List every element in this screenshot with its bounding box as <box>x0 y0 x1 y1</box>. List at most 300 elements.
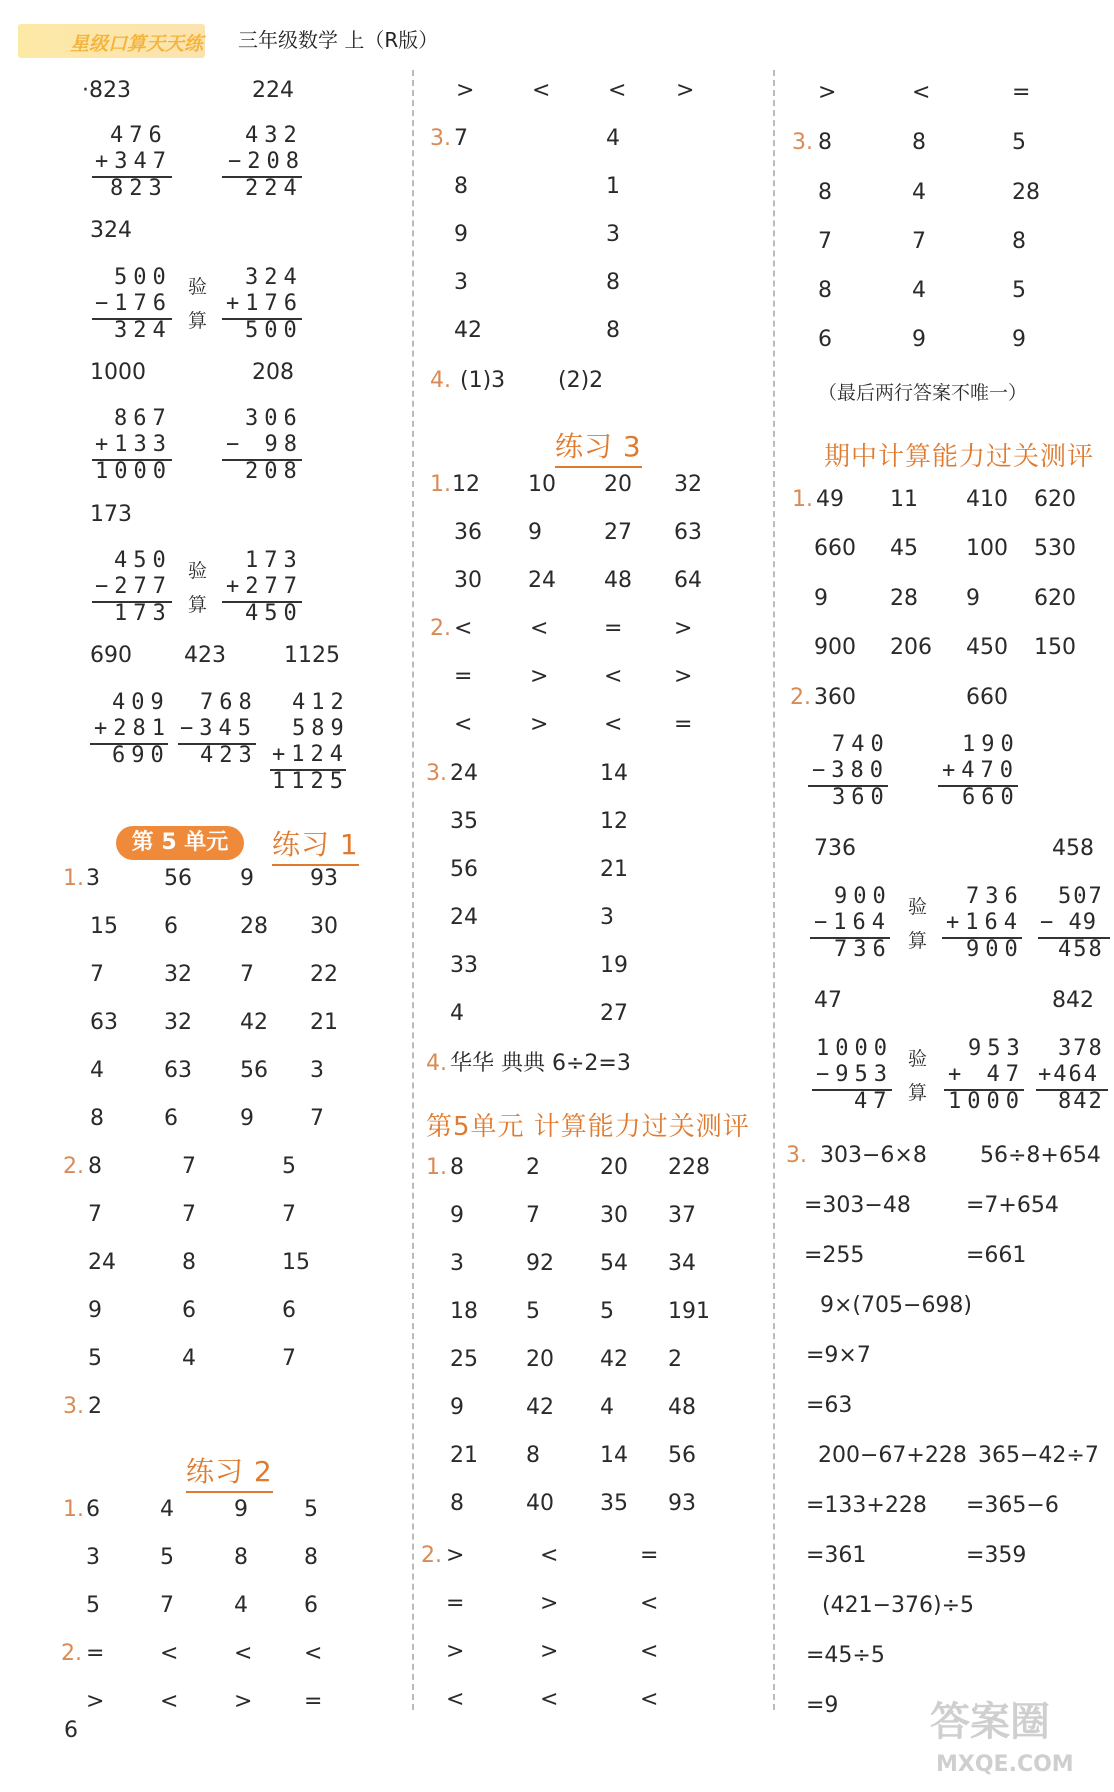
grid-cell: 28 <box>240 914 268 939</box>
calc-step: =9×7 <box>806 1343 871 1368</box>
grid-cell: 450 <box>966 635 1008 660</box>
answer-text: 842 <box>1052 988 1094 1013</box>
grid-cell: 25 <box>450 1347 478 1372</box>
calc-line: +176 <box>226 291 303 316</box>
grid-cell: 8 <box>818 130 832 155</box>
grid-cell: 900 <box>814 635 856 660</box>
grid-cell: < <box>604 664 623 689</box>
grid-cell: 56 <box>450 857 478 882</box>
grid-cell: 9 <box>528 520 542 545</box>
grid-cell: 28 <box>1012 180 1040 205</box>
grid-cell: 9 <box>966 586 980 611</box>
calc-step: =9 <box>806 1693 839 1718</box>
calc-line: 953 <box>968 1036 1026 1061</box>
grid-cell: > <box>446 1639 465 1664</box>
grid-cell: 20 <box>604 472 632 497</box>
answer-text: 224 <box>252 78 294 103</box>
grid-cell: 10 <box>528 472 556 497</box>
grid-cell: 3 <box>450 1251 464 1276</box>
grid-cell: 8 <box>818 278 832 303</box>
grid-cell: 2 <box>526 1155 540 1180</box>
grid-cell: 9 <box>234 1497 248 1522</box>
section-title: 练习 2 <box>186 1450 273 1493</box>
grid-cell: 5 <box>282 1154 296 1179</box>
calc-line: +464 <box>1038 1062 1099 1087</box>
calc-line: + 47 <box>948 1062 1025 1087</box>
grid-cell: 24 <box>450 761 478 786</box>
question-number: 1. <box>63 866 84 891</box>
grid-cell: 1 <box>606 174 620 199</box>
check-label: 验 <box>188 276 208 298</box>
calc-line: −345 <box>180 716 257 741</box>
grid-cell: 3 <box>606 222 620 247</box>
calc-line: −164 <box>814 910 891 935</box>
grid-cell: > <box>540 1639 559 1664</box>
grid-cell: < <box>540 1687 559 1712</box>
grid-cell: < <box>234 1641 253 1666</box>
question-number: 2. <box>790 685 811 710</box>
grid-cell: 620 <box>1034 487 1076 512</box>
grid-cell: = <box>304 1689 323 1714</box>
grid-cell: 9 <box>814 586 828 611</box>
grid-cell: < <box>160 1689 179 1714</box>
grid-cell: 30 <box>454 568 482 593</box>
grid-cell: 8 <box>606 270 620 295</box>
grid-cell: 42 <box>600 1347 628 1372</box>
grid-cell: 7 <box>182 1202 196 1227</box>
grid-cell: 4 <box>450 1001 464 1026</box>
grid-cell: < <box>608 78 627 103</box>
check-label: 验 <box>908 1048 928 1070</box>
grid-cell: 5 <box>86 1593 100 1618</box>
grid-cell: > <box>674 616 693 641</box>
grid-cell: 5 <box>160 1545 174 1570</box>
question-number: 3. <box>786 1143 807 1168</box>
calc-line: 1125 <box>272 769 349 794</box>
grid-cell: = <box>674 712 693 737</box>
answer-text: 660 <box>966 685 1008 710</box>
page-number: 6 <box>64 1718 78 1743</box>
grid-cell: 14 <box>600 761 628 786</box>
grid-cell: 6 <box>86 1497 100 1522</box>
grid-cell: = <box>640 1543 659 1568</box>
grid-cell: = <box>604 616 623 641</box>
grid-cell: < <box>304 1641 323 1666</box>
grid-cell: < <box>454 616 473 641</box>
grid-cell: 8 <box>90 1106 104 1131</box>
calc-line: 324 <box>245 265 303 290</box>
grid-cell: 228 <box>668 1155 710 1180</box>
calc-line: 450 <box>114 548 172 573</box>
grid-cell: < <box>532 78 551 103</box>
calc-step: (421−376)÷5 <box>822 1593 975 1618</box>
question-number: 2. <box>421 1543 442 1568</box>
grid-cell: 24 <box>450 905 478 930</box>
grid-cell: 32 <box>164 1010 192 1035</box>
grid-cell: 3 <box>454 270 468 295</box>
calc-line: 173 <box>245 548 303 573</box>
grid-cell: 49 <box>816 487 844 512</box>
grid-cell: 28 <box>890 586 918 611</box>
brand-banner <box>18 24 205 58</box>
brand-title: 星级口算天天练 <box>70 33 204 55</box>
grid-cell: > <box>234 1689 253 1714</box>
grid-cell: 19 <box>600 953 628 978</box>
calc-line: − 49 <box>1040 910 1097 935</box>
grid-cell: = <box>1012 80 1031 105</box>
calc-line: +277 <box>226 574 303 599</box>
calc-line: 589 <box>292 716 350 741</box>
grid-cell: 6 <box>164 1106 178 1131</box>
grid-cell: 8 <box>818 180 832 205</box>
grid-cell: 7 <box>182 1154 196 1179</box>
answer-text: 208 <box>252 360 294 385</box>
calc-line: 360 <box>832 785 890 810</box>
answer-text: (1)3 <box>460 368 506 393</box>
grid-cell: < <box>640 1639 659 1664</box>
calc-step: 9×(705−698) <box>820 1293 973 1318</box>
calc-step: =133+228 <box>806 1493 927 1518</box>
calc-line: 423 <box>200 743 258 768</box>
grid-cell: 410 <box>966 487 1008 512</box>
grid-cell: 63 <box>164 1058 192 1083</box>
grid-cell: 48 <box>668 1395 696 1420</box>
calc-line: −380 <box>812 758 889 783</box>
answer-text: 华华 典典 6÷2=3 <box>450 1051 631 1076</box>
question-number: 1. <box>792 487 813 512</box>
calc-line: −277 <box>95 574 172 599</box>
grid-cell: < <box>640 1591 659 1616</box>
grid-cell: 36 <box>454 520 482 545</box>
grid-cell: 6 <box>182 1298 196 1323</box>
grid-cell: > <box>674 664 693 689</box>
grid-cell: 9 <box>450 1395 464 1420</box>
grid-cell: 37 <box>668 1203 696 1228</box>
calc-step: =361 <box>806 1543 867 1568</box>
calc-step: =359 <box>966 1543 1027 1568</box>
grid-cell: 8 <box>1012 229 1026 254</box>
grid-cell: 9 <box>912 327 926 352</box>
grid-cell: 21 <box>310 1010 338 1035</box>
calc-line: 409 <box>112 690 170 715</box>
grid-cell: > <box>446 1543 465 1568</box>
calc-line: 190 <box>962 732 1020 757</box>
check-label: 算 <box>908 930 928 952</box>
grid-cell: 5 <box>526 1299 540 1324</box>
check-label: 算 <box>188 310 208 332</box>
answer-text: 47 <box>814 988 842 1013</box>
grid-cell: 93 <box>668 1491 696 1516</box>
grid-cell: 8 <box>606 318 620 343</box>
grid-cell: 8 <box>182 1250 196 1275</box>
grid-cell: 7 <box>454 126 468 151</box>
calc-line: 378 <box>1058 1036 1104 1061</box>
grid-cell: < <box>640 1687 659 1712</box>
grid-cell: 4 <box>182 1346 196 1371</box>
grid-cell: < <box>604 712 623 737</box>
grid-cell: 7 <box>310 1106 324 1131</box>
answer-text: 458 <box>1052 836 1094 861</box>
grid-cell: = <box>446 1591 465 1616</box>
grid-cell: 8 <box>912 130 926 155</box>
answer-text: 690 <box>90 643 132 668</box>
calc-line: 458 <box>1058 937 1104 962</box>
section-title: 练习 3 <box>555 425 642 468</box>
calc-line: 450 <box>245 601 303 626</box>
grid-cell: 92 <box>526 1251 554 1276</box>
grid-cell: > <box>86 1689 105 1714</box>
grid-cell: 5 <box>600 1299 614 1324</box>
grid-cell: 45 <box>890 536 918 561</box>
grid-cell: 32 <box>164 962 192 987</box>
grid-cell: 4 <box>90 1058 104 1083</box>
grid-cell: 7 <box>526 1203 540 1228</box>
grid-cell: < <box>446 1687 465 1712</box>
grid-cell: 7 <box>282 1346 296 1371</box>
grid-cell: 4 <box>912 278 926 303</box>
calc-line: 412 <box>292 690 350 715</box>
check-label: 验 <box>188 560 208 582</box>
grid-cell: < <box>160 1641 179 1666</box>
watermark-logo: 答案圈 <box>930 1699 1050 1745</box>
calc-line: −176 <box>95 291 172 316</box>
calc-line: 476 <box>110 123 168 148</box>
question-number: 3. <box>63 1394 84 1419</box>
column-divider <box>773 70 775 1710</box>
grid-cell: > <box>540 1591 559 1616</box>
grid-cell: 8 <box>526 1443 540 1468</box>
calc-line: 900 <box>834 884 892 909</box>
grid-cell: 3 <box>310 1058 324 1083</box>
calc-line: +281 <box>94 716 171 741</box>
grid-cell: 27 <box>604 520 632 545</box>
check-label: 算 <box>188 594 208 616</box>
grid-cell: 5 <box>1012 130 1026 155</box>
calc-line: 47 <box>854 1089 893 1114</box>
calc-line: 306 <box>245 406 303 431</box>
question-number: 4. <box>426 1051 447 1076</box>
grid-cell: < <box>530 616 549 641</box>
grid-cell: 5 <box>1012 278 1026 303</box>
grid-cell: 15 <box>90 914 118 939</box>
grid-cell: 40 <box>526 1491 554 1516</box>
grid-cell: 8 <box>454 174 468 199</box>
question-number: 1. <box>63 1497 84 1522</box>
column-divider <box>412 70 414 1710</box>
grid-cell: 42 <box>240 1010 268 1035</box>
grid-cell: 5 <box>304 1497 318 1522</box>
calc-step: =661 <box>966 1243 1027 1268</box>
grid-cell: 93 <box>310 866 338 891</box>
question-number: 3. <box>792 130 813 155</box>
calc-step: 56÷8+654 <box>980 1143 1101 1168</box>
grid-cell: 7 <box>240 962 254 987</box>
grid-cell: 56 <box>668 1443 696 1468</box>
grid-cell: 8 <box>88 1154 102 1179</box>
calc-step: =365−6 <box>966 1493 1059 1518</box>
grid-cell: 3 <box>600 905 614 930</box>
grid-cell: 620 <box>1034 586 1076 611</box>
grid-cell: 7 <box>912 229 926 254</box>
answer-text: 1000 <box>90 360 146 385</box>
grid-cell: 7 <box>282 1202 296 1227</box>
unit-badge: 第 5 单元 <box>116 826 244 860</box>
question-number: 1. <box>426 1155 447 1180</box>
calc-line: +347 <box>95 149 172 174</box>
grid-cell: 63 <box>90 1010 118 1035</box>
calc-line: −953 <box>816 1062 893 1087</box>
calc-line: 736 <box>834 937 892 962</box>
grid-cell: 27 <box>600 1001 628 1026</box>
calc-line: 1000 <box>948 1089 1025 1114</box>
section-title: 练习 1 <box>272 823 359 866</box>
grid-cell: 20 <box>600 1155 628 1180</box>
grid-cell: 6 <box>304 1593 318 1618</box>
grid-cell: 7 <box>90 962 104 987</box>
answer-text: 1125 <box>284 643 340 668</box>
grid-cell: 7 <box>88 1202 102 1227</box>
calc-line: 432 <box>245 123 303 148</box>
grid-cell: 6 <box>282 1298 296 1323</box>
footnote-text: （最后两行答案不唯一） <box>818 382 1028 404</box>
grid-cell: 35 <box>600 1491 628 1516</box>
grid-cell: 15 <box>282 1250 310 1275</box>
grid-cell: 8 <box>450 1155 464 1180</box>
calc-line: 900 <box>966 937 1024 962</box>
calc-line: 208 <box>245 459 303 484</box>
calc-line: −208 <box>228 149 305 174</box>
calc-step: 303−6×8 <box>820 1143 927 1168</box>
calc-line: 1000 <box>816 1036 893 1061</box>
calc-step: 365−42÷7 <box>978 1443 1099 1468</box>
calc-line: 173 <box>114 601 172 626</box>
grid-cell: 63 <box>674 520 702 545</box>
calc-line: 842 <box>1058 1089 1104 1114</box>
grid-cell: > <box>456 78 475 103</box>
grid-cell: 9 <box>454 222 468 247</box>
grid-cell: 530 <box>1034 536 1076 561</box>
calc-line: 324 <box>114 318 172 343</box>
grid-cell: 18 <box>450 1299 478 1324</box>
calc-line: 690 <box>112 743 170 768</box>
grid-cell: 56 <box>164 866 192 891</box>
grid-cell: 660 <box>814 536 856 561</box>
grid-cell: 4 <box>160 1497 174 1522</box>
grid-cell: 35 <box>450 809 478 834</box>
grid-cell: 12 <box>452 472 480 497</box>
answer-text: 423 <box>184 643 226 668</box>
question-number: 2. <box>63 1154 84 1179</box>
grid-cell: > <box>818 80 837 105</box>
calc-line: 1000 <box>95 459 172 484</box>
answer-text: ·823 <box>82 78 131 103</box>
grid-cell: 33 <box>450 953 478 978</box>
grid-cell: 30 <box>310 914 338 939</box>
question-number: 3. <box>430 126 451 151</box>
grid-cell: 9 <box>240 1106 254 1131</box>
calc-line: +133 <box>95 432 172 457</box>
grid-cell: 4 <box>606 126 620 151</box>
grid-cell: 9 <box>450 1203 464 1228</box>
grid-cell: 150 <box>1034 635 1076 660</box>
grid-cell: 42 <box>526 1395 554 1420</box>
grid-cell: 6 <box>818 327 832 352</box>
question-number: 2. <box>61 1641 82 1666</box>
grid-cell: 5 <box>88 1346 102 1371</box>
calc-line: 823 <box>110 176 168 201</box>
calc-line: +124 <box>272 742 349 767</box>
grid-cell: 191 <box>668 1299 710 1324</box>
calc-line: 507 <box>1058 884 1104 909</box>
book-title: 三年级数学 上（R版） <box>238 28 439 52</box>
section-title: 第5单元 计算能力过关测评 <box>426 1112 750 1142</box>
calc-line: +470 <box>942 758 1019 783</box>
check-label: 验 <box>908 896 928 918</box>
grid-cell: 9 <box>240 866 254 891</box>
grid-cell: 32 <box>674 472 702 497</box>
grid-cell: 8 <box>450 1491 464 1516</box>
calc-step: 200−67+228 <box>818 1443 967 1468</box>
grid-cell: 24 <box>88 1250 116 1275</box>
grid-cell: 64 <box>674 568 702 593</box>
grid-cell: 42 <box>454 318 482 343</box>
answer-text: 736 <box>814 836 856 861</box>
calc-step: =303−48 <box>804 1193 911 1218</box>
grid-cell: = <box>86 1641 105 1666</box>
answer-text: 360 <box>814 685 856 710</box>
grid-cell: 100 <box>966 536 1008 561</box>
grid-cell: 21 <box>600 857 628 882</box>
question-number: 3. <box>426 761 447 786</box>
question-number: 4. <box>430 368 451 393</box>
grid-cell: < <box>454 712 473 737</box>
grid-cell: 8 <box>234 1545 248 1570</box>
check-label: 算 <box>908 1082 928 1104</box>
grid-cell: 2 <box>668 1347 682 1372</box>
grid-cell: < <box>912 80 931 105</box>
grid-cell: 12 <box>600 809 628 834</box>
calc-step: =7+654 <box>966 1193 1059 1218</box>
grid-cell: = <box>454 664 473 689</box>
calc-line: 768 <box>200 690 258 715</box>
grid-cell: 8 <box>304 1545 318 1570</box>
calc-line: 740 <box>832 732 890 757</box>
grid-cell: 3 <box>86 866 100 891</box>
calc-line: 500 <box>114 265 172 290</box>
grid-cell: > <box>676 78 695 103</box>
grid-cell: 56 <box>240 1058 268 1083</box>
grid-cell: 4 <box>234 1593 248 1618</box>
grid-cell: 30 <box>600 1203 628 1228</box>
grid-cell: 14 <box>600 1443 628 1468</box>
question-number: 1. <box>430 472 451 497</box>
section-title: 期中计算能力过关测评 <box>824 442 1095 472</box>
grid-cell: 7 <box>160 1593 174 1618</box>
grid-cell: 20 <box>526 1347 554 1372</box>
calc-line: − 98 <box>226 432 303 457</box>
grid-cell: 4 <box>600 1395 614 1420</box>
grid-cell: 34 <box>668 1251 696 1276</box>
grid-cell: < <box>540 1543 559 1568</box>
grid-cell: 48 <box>604 568 632 593</box>
grid-cell: 9 <box>88 1298 102 1323</box>
question-number: 2. <box>430 616 451 641</box>
calc-step: =45÷5 <box>806 1643 885 1668</box>
calc-step: =255 <box>804 1243 865 1268</box>
calc-line: 660 <box>962 785 1020 810</box>
grid-cell: 21 <box>450 1443 478 1468</box>
answer-text: 2 <box>88 1394 102 1419</box>
